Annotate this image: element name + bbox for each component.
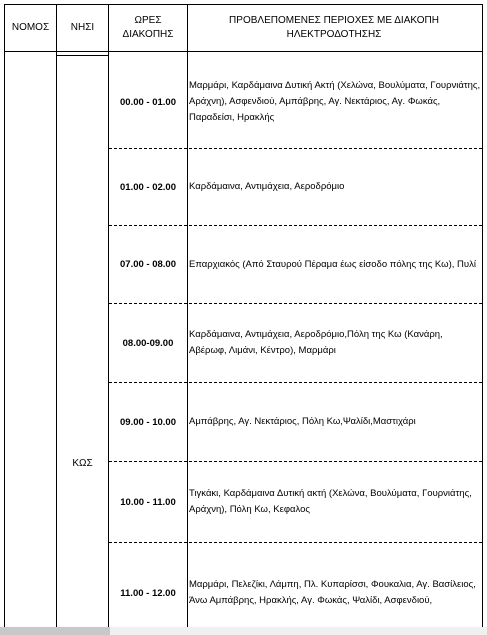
header-areas-line1: ΠΡΟΒΛΕΠΟΜΕΝΕΣ ΠΕΡΙΟΧΕΣ ΜΕ ΔΙΑΚΟΠΗ [229, 15, 439, 26]
table-row-areas: Καρδάμαινα, Αντιμάχεια, Αεροδρόμιο,Πόλη της Κω (Κανάρη, Αβέρωφ, Λιμάνι, Κέντρο), Μαρμάρι [189, 329, 443, 356]
header-divider [5, 51, 482, 52]
header-hours-line2: ΔΙΑΚΟΠΗΣ [122, 29, 174, 40]
header-hours [109, 5, 187, 51]
table-row-time: 10.00 - 11.00 [120, 496, 176, 508]
table-row-time: 11.00 - 12.00 [120, 587, 176, 599]
header-areas-line2: ΗΛΕΚΤΡΟΔΟΤΗΣΗΣ [286, 29, 382, 40]
table-row-time: 09.00 - 10.00 [120, 416, 176, 428]
header-nomos-label: ΝΟΜΟΣ [11, 22, 50, 33]
col-divider [56, 5, 57, 634]
header-nisi-label: ΝΗΣΙ [70, 22, 95, 33]
horizontal-scrollbar[interactable] [0, 627, 487, 635]
table-row-time: 07.00 - 08.00 [120, 259, 176, 270]
island-cell-top [56, 55, 109, 56]
header-nomos [5, 5, 56, 51]
table-row-time: 00.00 - 01.00 [120, 96, 176, 108]
header-nisi [57, 5, 108, 51]
table-row-time: 01.00 - 02.00 [120, 181, 176, 193]
table-row-time: 08.00-09.00 [122, 337, 174, 349]
scrollbar-thumb[interactable] [0, 627, 110, 635]
island-name: ΚΩΣ [72, 457, 93, 469]
table-row-areas: Τιγκάκι, Καρδάμαινα Δυτική ακτή (Χελώνα, Βουλύματα, Γουρνιάτης, Αράχνη), Πόλη Κω, Κεφαλος [189, 488, 472, 515]
outage-table [4, 4, 483, 635]
table-row-areas: Αμπάβρης, Αγ. Νεκτάριος, Πόλη Κω,Ψαλίδι,Μαστιχάρι [189, 416, 416, 427]
header-areas [188, 5, 480, 51]
table-row-areas: Μαρμάρι, Καρδάμαινα Δυτική Ακτή (Χελώνα, Βουλύματα, Γουρνιάτης, Αράχνη), Ασφενδιού, Αμπάβρης, Αγ. Νεκτάριος, Αγ. Φωκάς, Παραδείσι, Ηρακλής [189, 80, 481, 123]
header-hours-line1: ΩΡΕΣ [134, 15, 162, 26]
table-row-areas: Επαρχιακός (Από Σταυρού Πέραμα έως είσοδο πόλης της Κω), Πυλί [189, 258, 476, 270]
table-row-areas: Μαρμάρι, Πελεζίκι, Λάμπη, Πλ. Κυπαρίσσι, Φουκαλια, Αγ. Βασίλειος, Άνω Αμπάβρης, Ηρακλής, Αγ. Φωκάς, Ψαλίδι, Ασφενδιού, [189, 579, 476, 606]
table-row-areas: Καρδάμαινα, Αντιμάχεια, Αεροδρόμιο [189, 181, 345, 192]
